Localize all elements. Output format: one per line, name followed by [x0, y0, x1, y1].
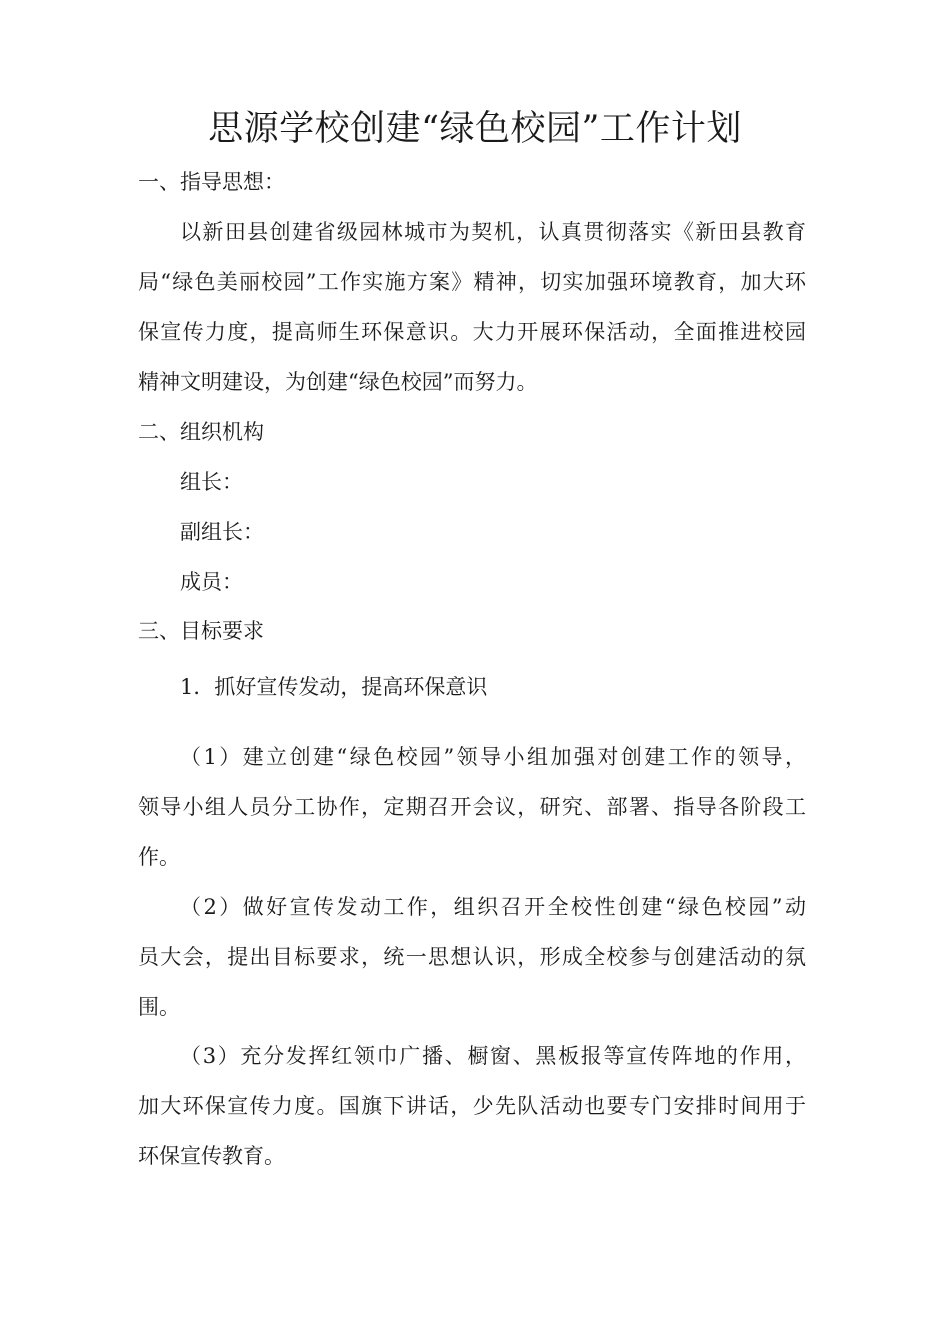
- document-title: 思源学校创建“绿色校园”工作计划: [208, 109, 742, 149]
- section3-heading: 三、目标要求: [138, 619, 264, 643]
- item1-p3-line-2: 加大环保宣传力度。国旗下讲话，少先队活动也要专门安排时间用于: [138, 1094, 806, 1118]
- item1-p3-line-1: （3）充分发挥红领巾广播、橱窗、黑板报等宣传阵地的作用，: [180, 1044, 806, 1068]
- item1-p1-line-2: 领导小组人员分工协作，定期召开会议，研究、部署、指导各阶段工: [138, 795, 806, 819]
- members-label: 成员：: [180, 570, 243, 594]
- section1-line-1: 以新田县创建省级园林城市为契机，认真贯彻落实《新田县教育: [180, 220, 806, 244]
- deputy-leader-label: 副组长：: [180, 520, 264, 544]
- section1-line-2: 局“绿色美丽校园”工作实施方案》精神，切实加强环境教育，加大环: [138, 270, 806, 294]
- item1-p2-line-1: （2）做好宣传发动工作，组织召开全校性创建“绿色校园”动: [180, 895, 806, 919]
- section1-line-3: 保宣传力度，提高师生环保意识。大力开展环保活动，全面推进校园: [138, 320, 806, 344]
- section3-item-1: 1．抓好宣传发动，提高环保意识: [180, 675, 488, 699]
- item1-p2-line-3: 围。: [138, 995, 180, 1019]
- section1-heading: 一、指导思想：: [138, 170, 285, 194]
- group-leader-label: 组长：: [180, 470, 243, 494]
- section1-line-4: 精神文明建设，为创建“绿色校园”而努力。: [138, 370, 538, 394]
- item1-p1-line-3: 作。: [138, 845, 180, 869]
- item1-p1-line-1: （1）建立创建“绿色校园”领导小组加强对创建工作的领导，: [180, 745, 806, 769]
- item1-p2-line-2: 员大会，提出目标要求，统一思想认识，形成全校参与创建活动的氛: [138, 945, 806, 969]
- section2-heading: 二、组织机构: [138, 420, 264, 444]
- item1-p3-line-3: 环保宣传教育。: [138, 1144, 285, 1168]
